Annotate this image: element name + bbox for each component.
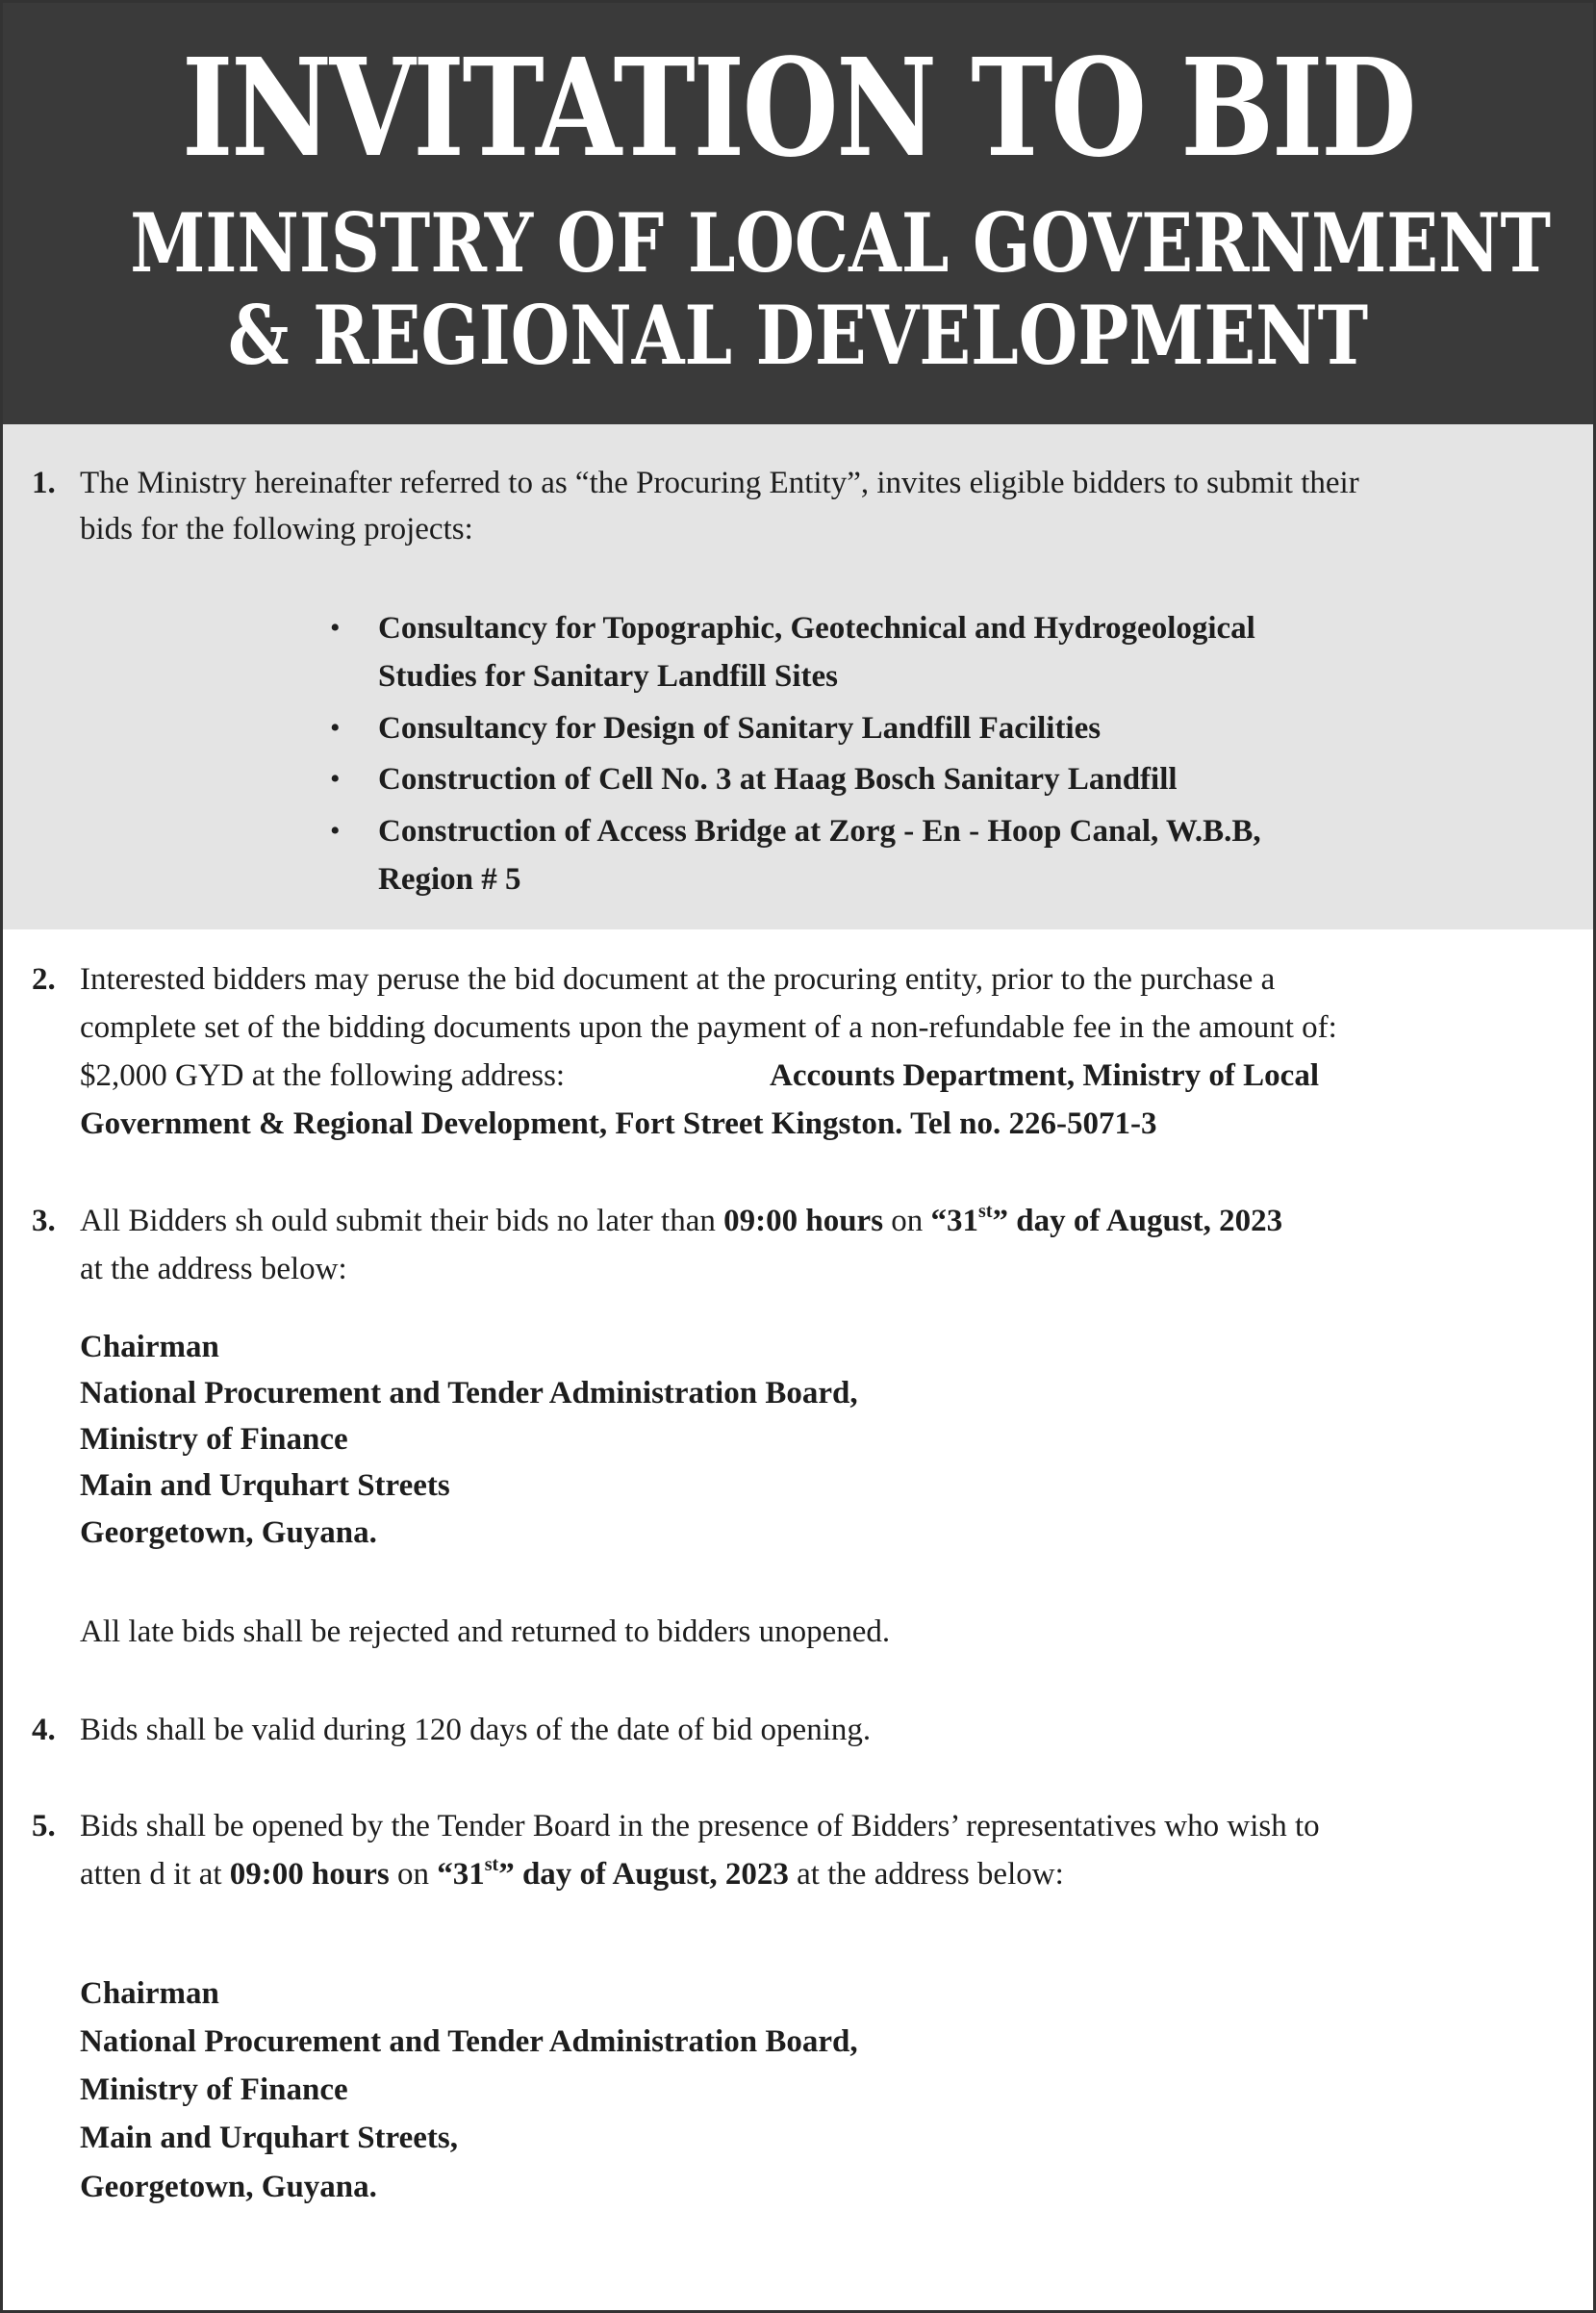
item-3-line-1-text: All Bidders sh ould submit their bids no later than xyxy=(80,1204,724,1238)
notice-title: INVITATION TO BID xyxy=(181,30,1415,188)
submission-time: 09:00 hours xyxy=(723,1204,884,1238)
project-1-line-2: Studies for Sanitary Landfill Sites xyxy=(378,659,838,694)
item-1-line-2: bids for the following projects: xyxy=(80,512,473,546)
address-2-line-2: National Procurement and Tender Administration Board, xyxy=(80,2024,858,2059)
opening-date: ” day of August, 2023 xyxy=(498,1857,789,1892)
submission-date: ” day of August, 2023 xyxy=(992,1204,1283,1238)
item-5-on: on xyxy=(389,1857,438,1892)
project-2-line-1: Consultancy for Design of Sanitary Landfill Facilities xyxy=(378,711,1102,746)
project-bullet: • xyxy=(330,815,341,847)
address-2-line-4: Main and Urquhart Streets, xyxy=(80,2121,458,2155)
item-number-1: 1. xyxy=(32,466,56,500)
address-2-line-5: Georgetown, Guyana. xyxy=(80,2170,377,2204)
address-1-line-1: Chairman xyxy=(80,1330,219,1364)
item-3-line-2: at the address below: xyxy=(80,1252,347,1286)
submission-day-open: “31 xyxy=(930,1204,979,1238)
item-2-line-2: complete set of the bidding documents upon the payment of a non-refundable fee in the amount of: xyxy=(80,1010,1337,1045)
opening-time: 09:00 hours xyxy=(229,1857,390,1892)
ministry-name-line2: & REGIONAL DEVELOPMENT xyxy=(227,288,1369,383)
project-1-line-1: Consultancy for Topographic, Geotechnical and Hydrogeological xyxy=(378,611,1255,646)
item-number-3: 3. xyxy=(32,1204,56,1238)
address-2-line-1: Chairman xyxy=(80,1976,219,2011)
item-5-line-2-text: atten d it at xyxy=(80,1857,230,1892)
submission-day-suffix: st xyxy=(978,1201,993,1222)
item-1-line-1: The Ministry hereinafter referred to as “the Procuring Entity”, invites eligible bidders to submit their xyxy=(80,466,1359,500)
item-5-line-2-tail: at the address below: xyxy=(788,1857,1064,1892)
late-bids-note: All late bids shall be rejected and returned to bidders unopened. xyxy=(80,1614,891,1649)
item-3-on: on xyxy=(883,1204,931,1238)
project-bullet: • xyxy=(330,763,341,795)
item-2-line-3-plain: $2,000 GYD at the following address: xyxy=(80,1058,566,1093)
project-3-line-1: Construction of Cell No. 3 at Haag Bosch Sanitary Landfill xyxy=(378,762,1178,797)
ministry-name-line1: MINISTRY OF LOCAL GOVERNMENT xyxy=(130,195,1552,291)
opening-day-suffix: st xyxy=(484,1854,499,1875)
project-4-line-2: Region # 5 xyxy=(378,862,521,897)
project-4-line-1: Construction of Access Bridge at Zorg - En - Hoop Canal, W.B.B, xyxy=(378,814,1261,849)
address-1-line-3: Ministry of Finance xyxy=(80,1422,348,1457)
notice-header xyxy=(3,3,1593,424)
item-2-line-3-bold: Accounts Department, Ministry of Local xyxy=(770,1058,1319,1093)
address-2-line-3: Ministry of Finance xyxy=(80,2072,348,2107)
address-1-line-2: National Procurement and Tender Administration Board, xyxy=(80,1376,858,1411)
item-4-text: Bids shall be valid during 120 days of the date of bid opening. xyxy=(80,1713,872,1747)
project-bullet: • xyxy=(330,612,341,644)
opening-day-open: “31 xyxy=(437,1857,485,1892)
item-5-line-2 xyxy=(80,1850,1064,1898)
item-3-line-1 xyxy=(80,1197,1282,1245)
address-1-line-4: Main and Urquhart Streets xyxy=(80,1468,450,1503)
item-2-line-4-bold: Government & Regional Development, Fort Street Kingston. Tel no. 226-5071-3 xyxy=(80,1106,1157,1141)
address-1-line-5: Georgetown, Guyana. xyxy=(80,1515,377,1550)
item-5-line-1: Bids shall be opened by the Tender Board in the presence of Bidders’ representatives who wish to xyxy=(80,1809,1320,1843)
item-2-line-1: Interested bidders may peruse the bid document at the procuring entity, prior to the purchase a xyxy=(80,962,1276,997)
item-number-5: 5. xyxy=(32,1809,56,1843)
item-number-2: 2. xyxy=(32,962,56,997)
project-bullet: • xyxy=(330,712,341,744)
item-number-4: 4. xyxy=(32,1713,56,1747)
